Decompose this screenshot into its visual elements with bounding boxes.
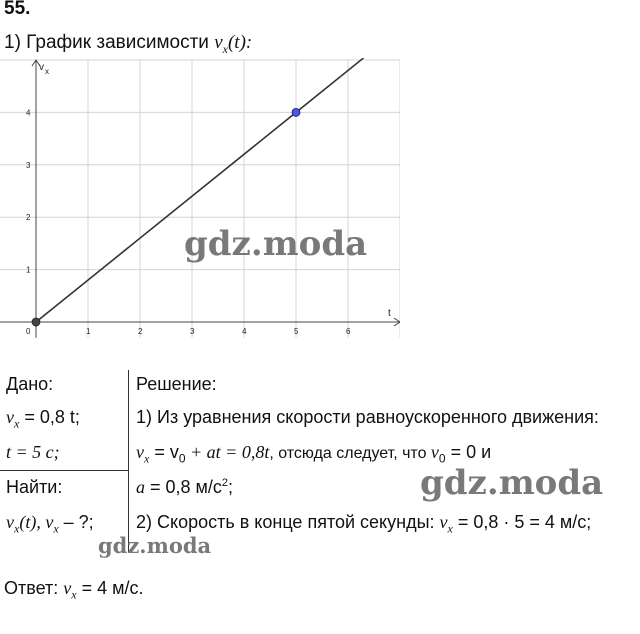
- sol-v0-sub: 0: [178, 451, 186, 466]
- sol-l4-eq: = 0,8 · 5 = 4 м/с;: [452, 512, 592, 532]
- sol-eq-v0: = v: [149, 442, 179, 462]
- sol-l4-sub: x: [447, 521, 453, 536]
- heading-sub: x: [222, 41, 228, 56]
- find-line: [6, 512, 94, 537]
- sol-v0b-sub: 0: [438, 451, 446, 466]
- sol-l4-v: v: [439, 512, 448, 532]
- given-title: Дано:: [6, 374, 54, 394]
- find-var: v: [6, 512, 14, 532]
- problem-number: 55.: [4, 0, 31, 19]
- given-var: v: [6, 407, 14, 427]
- sol-a-end: ;: [228, 477, 234, 497]
- sol-a-val: = 0,8 м/с: [145, 477, 222, 497]
- given-find-divider: [0, 470, 128, 471]
- sol-eq-rest: + at = 0,8t: [185, 442, 270, 462]
- solution-title: Решение:: [136, 374, 217, 394]
- find-tail: – ?;: [58, 512, 94, 532]
- y-axis-label: v: [39, 62, 44, 73]
- sol-a: a: [136, 477, 145, 497]
- graph-heading: [4, 32, 252, 57]
- given-line-2: t = 5 с;: [6, 442, 60, 462]
- watermark-1: gdz.moda: [184, 224, 368, 264]
- y-tick-label: 4: [26, 108, 31, 118]
- x-tick-label: 6: [346, 327, 351, 336]
- x-tick-label: 5: [294, 327, 299, 336]
- y-tick-label: 3: [26, 160, 31, 170]
- given-line-1: [6, 407, 80, 432]
- heading-suffix: (t):: [227, 32, 253, 53]
- watermark-3: gdz.moda: [98, 533, 212, 558]
- y-tick-label: 1: [26, 265, 31, 275]
- find-var-sub: x: [14, 521, 20, 536]
- answer-rest: = 4 м/с.: [76, 578, 144, 598]
- find-var-sub-2: x: [53, 521, 59, 536]
- chart-axes: [0, 60, 400, 338]
- x-tick-label: 1: [86, 327, 91, 336]
- y-axis-label-sub: x: [45, 67, 49, 76]
- heading-prefix: 1) График зависимости: [4, 32, 209, 53]
- chart-grid: [0, 60, 400, 338]
- sol-text: , отсюда следует, что: [269, 445, 431, 462]
- given-eq: = 0,8 t;: [19, 407, 80, 427]
- x-tick-label: 0: [26, 327, 31, 336]
- y-tick-label: 2: [26, 213, 31, 223]
- solution-line-3: [136, 477, 233, 498]
- solution-line-1: 1) Из уравнения скорости равноускоренного движения:: [136, 407, 599, 427]
- x-axis-label: t: [388, 308, 391, 319]
- sol-end: = 0 и: [445, 442, 492, 462]
- x-tick-label: 3: [190, 327, 195, 336]
- sol-l4-text: 2) Скорость в конце пятой секунды:: [136, 512, 440, 532]
- data-point: [32, 318, 40, 326]
- answer-sub: x: [71, 587, 77, 602]
- answer-line: [4, 578, 144, 603]
- table-vertical-divider: [128, 370, 129, 552]
- find-rest: (t), v: [19, 512, 54, 532]
- sol-v: v: [136, 442, 144, 462]
- answer-label: Ответ:: [4, 578, 64, 598]
- velocity-graph: [0, 58, 400, 343]
- chart-series: [36, 58, 364, 322]
- find-title: Найти:: [6, 477, 63, 497]
- x-tick-label: 4: [242, 327, 247, 336]
- chart-ticks: [26, 62, 391, 336]
- watermark-2: gdz.moda: [420, 463, 604, 503]
- sol-a-sup: 2: [221, 477, 229, 489]
- answer-var: v: [63, 578, 72, 598]
- x-tick-label: 2: [138, 327, 143, 336]
- given-var-sub: x: [14, 416, 20, 431]
- heading-symbol: v: [214, 32, 223, 53]
- series-line: [36, 58, 364, 322]
- sol-v-sub: x: [144, 451, 150, 466]
- sol-v0b: v: [430, 442, 439, 462]
- data-point: [292, 108, 300, 116]
